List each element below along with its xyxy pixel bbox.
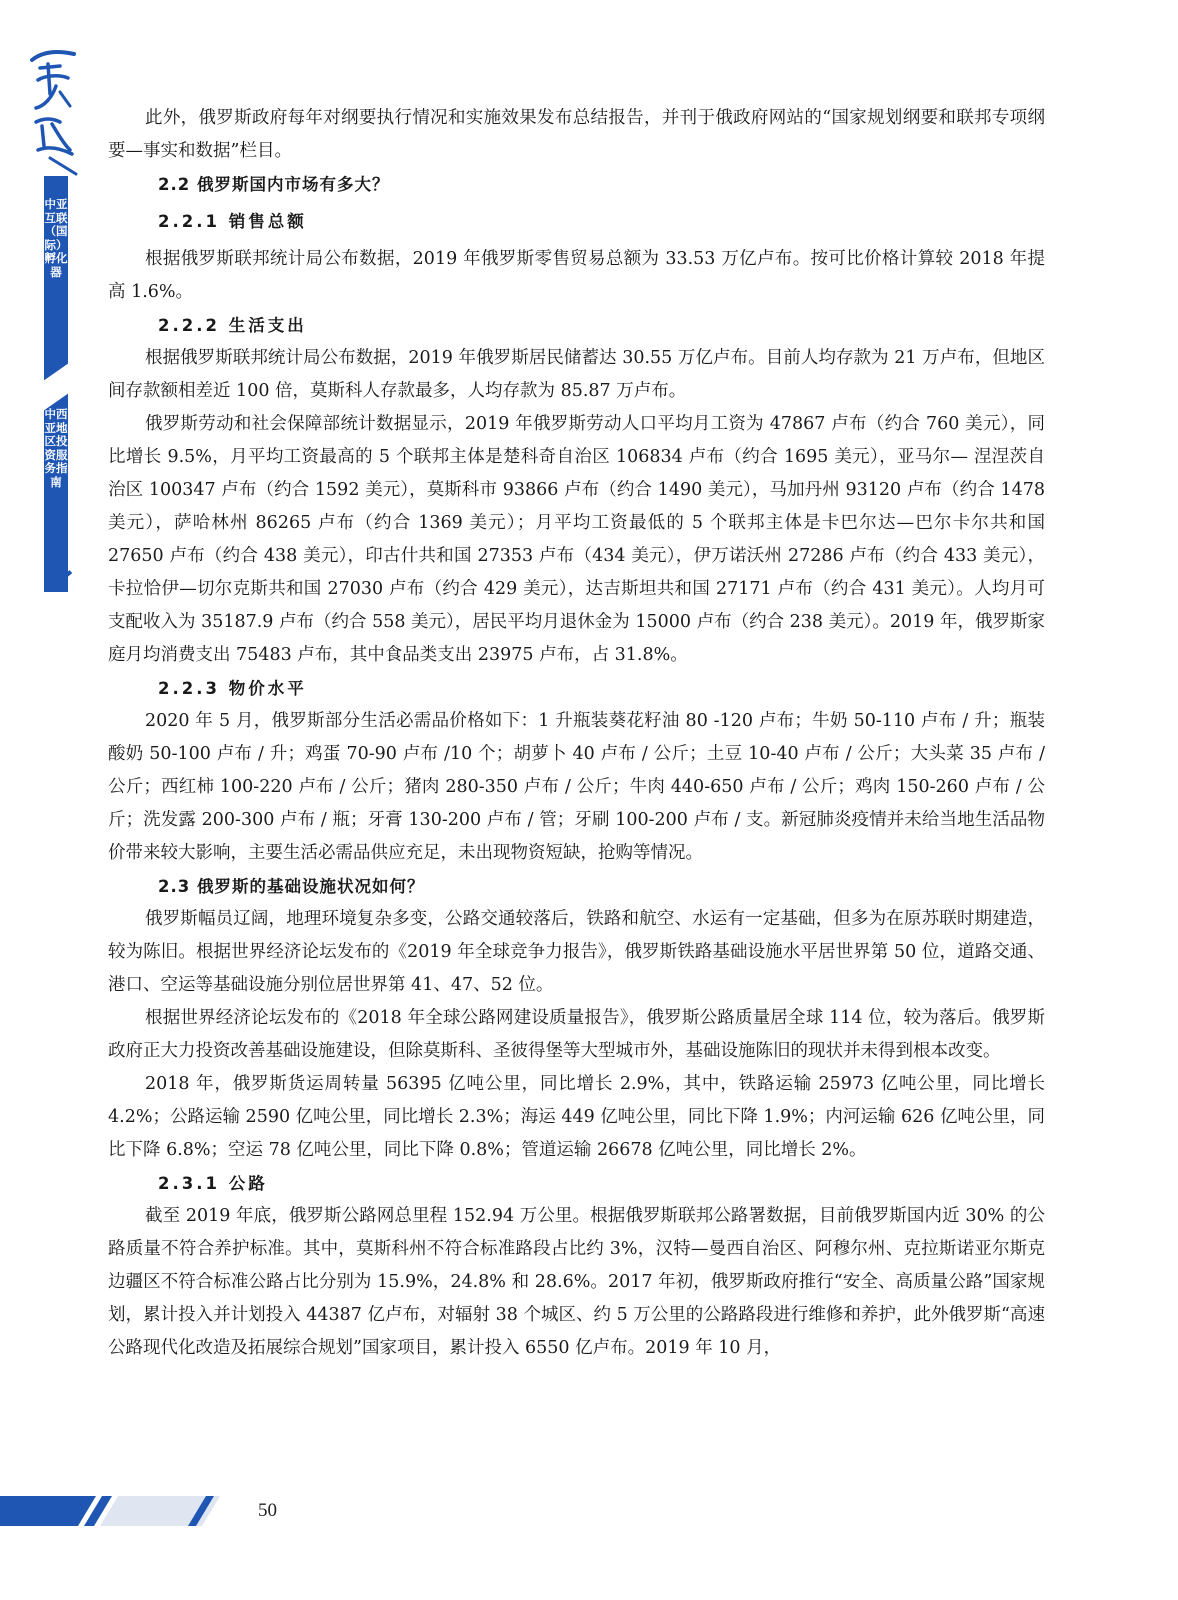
page-body	[108, 102, 1045, 1365]
paragraph: 截至 2019 年底，俄罗斯公路网总里程 152.94 万公里。根据俄罗斯联邦公路署数据，目前俄罗斯国内近 30% 的公路质量不符合养护标准。其中，莫斯科州不符合标准路段占比约 3%，汉特—曼西自治区、阿穆尔州、克拉斯诺亚尔斯克边疆区不符合标准公路占比分别为 15.9%，24.8% 和 28.6%。2017 年初，俄罗斯政府推行“安全、高质量公路”国家规划，累计投入并计划投入 44387 亿卢布，对辐射 38 个城区、约 5 万公里的公路路段进行维修和养护，此外俄罗斯“高速公路现代化改造及拓展综合规划”国家项目，累计投入 6550 亿卢布。2019 年 10 月，	[108, 1206, 1045, 1358]
paragraph: 2020 年 5 月，俄罗斯部分生活必需品价格如下：1 升瓶装葵花籽油 80 -120 卢布；牛奶 50-110 卢布 / 升；瓶装酸奶 50-100 卢布 / 升；鸡蛋 70-90 卢布 /10 个；胡萝卜 40 卢布 / 公斤；土豆 10-40 卢布 / 公斤；大头菜 35 卢布 / 公斤；西红柿 100-220 卢布 / 公斤；猪肉 280-350 卢布 / 公斤；牛肉 440-650 卢布 / 公斤；鸡肉 150-260 卢布 / 公斤；洗发露 200-300 卢布 / 瓶；牙膏 130-200 卢布 / 管；牙刷 100-200 卢布 / 支。新冠肺炎疫情并未给当地生活品物价带来较大影响，主要生活必需品供应充足，未出现物资短缺，抢购等情况。	[108, 711, 1045, 863]
paragraph: 根据世界经济论坛发布的《2018 年全球公路网建设质量报告》，俄罗斯公路质量居全球 114 位，较为落后。俄罗斯政府正大力投资改善基础设施建设，但除莫斯科、圣彼得堡等大型城市外，基础设施陈旧的现状并未得到根本改变。	[108, 1008, 1045, 1061]
subsection-heading: 2.3.1 公路	[158, 1174, 268, 1193]
subsection-heading: 2.2.1 销售总额	[158, 212, 307, 231]
paragraph: 俄罗斯劳动和社会保障部统计数据显示，2019 年俄罗斯劳动人口平均月工资为 47867 卢布（约合 760 美元），同比增长 9.5%，月平均工资最高的 5 个联邦主体是楚科奇自治区 106834 卢布（约合 1695 美元），亚马尔— 涅涅茨自治区 100347 卢布（约合 1592 美元），莫斯科市 93866 卢布（约合 1490 美元），马加丹州 93120 卢布（约合 1478 美元），萨哈林州 86265 卢布（约合 1369 美元）；月平均工资最低的 5 个联邦主体是卡巴尔达—巴尔卡尔共和国 27650 卢布（约合 438 美元），印古什共和国 27353 卢布（434 美元），伊万诺沃州 27286 卢布（约合 433 美元），卡拉恰伊—切尔克斯共和国 27030 卢布（约合 429 美元），达吉斯坦共和国 27171 卢布（约合 431 美元）。人均月可支配收入为 35187.9 卢布（约合 558 美元），居民平均月退休金为 15000 卢布（约合 238 美元）。2019 年，俄罗斯家庭月均消费支出 75483 卢布，其中食品类支出 23975 卢布，占 31.8%。	[108, 414, 1045, 665]
paragraph: 根据俄罗斯联邦统计局公布数据，2019 年俄罗斯居民储蓄达 30.55 万亿卢布。目前人均存款为 21 万卢布，但地区间存款额相差近 100 倍，莫斯科人存款最多，人均存款为 85.87 万卢布。	[108, 348, 1045, 401]
section-heading: 2.3 俄罗斯的基础设施状况如何？	[158, 877, 425, 896]
subsection-heading: 2.2.2 生活支出	[158, 316, 307, 335]
belt-road-calligraphy-logo	[30, 46, 78, 176]
paragraph: 此外，俄罗斯政府每年对纲要执行情况和实施效果发布总结报告，并刊于俄政府网站的“国家规划纲要和联邦专项纲要—事实和数据”栏目。	[108, 108, 1045, 161]
paragraph: 根据俄罗斯联邦统计局公布数据，2019 年俄罗斯零售贸易总额为 33.53 万亿卢布。按可比价格计算较 2018 年提高 1.6%。	[108, 249, 1045, 302]
section-heading: 2.2 俄罗斯国内市场有多大？	[158, 175, 390, 194]
subsection-heading: 2.2.3 物价水平	[158, 679, 307, 698]
side-tab-strip	[44, 176, 68, 592]
page-number: 50	[258, 1500, 277, 1521]
side-series-label: 中亚互联（国际）孵化器	[44, 197, 68, 279]
side-guide-label: 中西亚地区投资服务指南	[44, 407, 68, 489]
side-strip-divider	[44, 364, 68, 411]
paragraph: 2018 年，俄罗斯货运周转量 56395 亿吨公里，同比增长 2.9%，其中，铁路运输 25973 亿吨公里，同比增长 4.2%；公路运输 2590 亿吨公里，同比增长 2.3%；海运 449 亿吨公里，同比下降 1.9%；内河运输 626 亿吨公里，同比下降 6.8%；空运 78 亿吨公里，同比下降 0.8%；管道运输 26678 亿吨公里，同比增长 2%。	[108, 1074, 1045, 1160]
paragraph: 俄罗斯幅员辽阔，地理环境复杂多变，公路交通较落后，铁路和航空、水运有一定基础，但多为在原苏联时期建造，较为陈旧。根据世界经济论坛发布的《2019 年全球竞争力报告》，俄罗斯铁路基础设施水平居世界第 50 位，道路交通、港口、空运等基础设施分别位居世界第 41、47、52 位。	[108, 909, 1045, 995]
footer-stripe-decoration	[0, 1488, 230, 1534]
